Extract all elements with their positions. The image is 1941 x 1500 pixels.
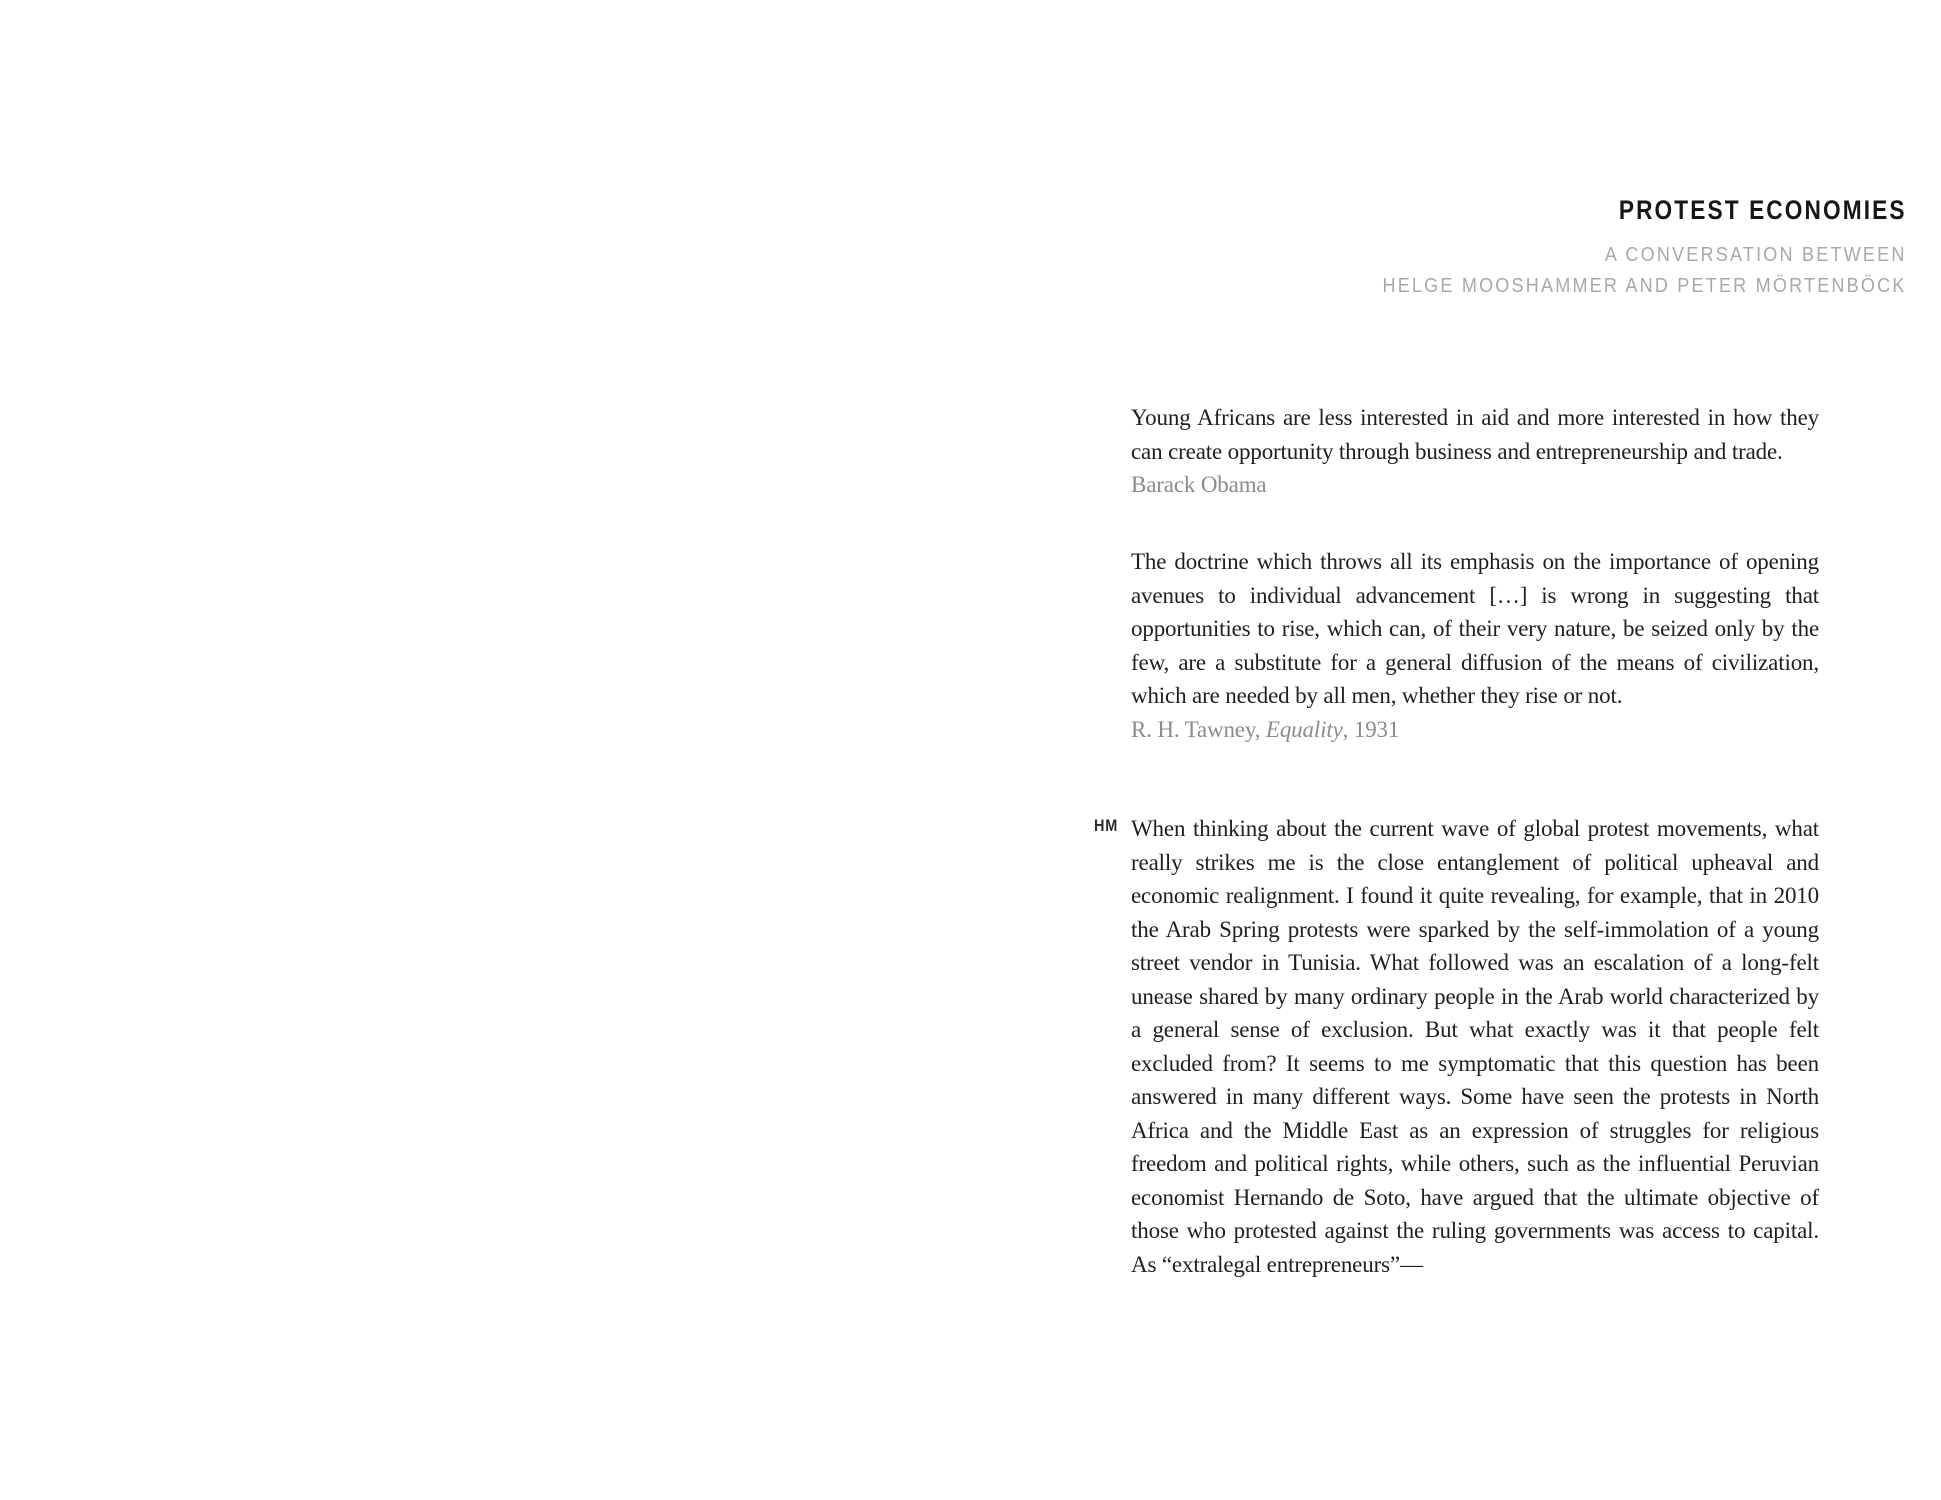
- epigraph-tawney: [1131, 545, 1819, 746]
- epigraph-text: Young Africans are less interested in aid and more interested in how they can create opportunity through business and entrepreneurship and trade.: [1131, 405, 1819, 464]
- chapter-subtitle-line1: A CONVERSATION BETWEEN: [1605, 243, 1907, 266]
- epigraph-attribution: Barack Obama: [1131, 472, 1267, 497]
- attribution-year: , 1931: [1342, 716, 1400, 742]
- dialogue-section: [1094, 812, 1819, 1281]
- dialogue-paragraph: [1094, 812, 1819, 1281]
- chapter-subtitle-line2: HELGE MOOSHAMMER AND PETER MÖRTENBÖCK: [1382, 274, 1907, 297]
- epigraph-text: The doctrine which throws all its emphasis on the importance of opening avenues to individual advancement […] is wrong in suggesting that opportunities to rise, which can, of their very nature, be seized only by the few, are a substitute for a general diffusion of the means of civilization, which are needed by all men, whether they rise or not.: [1131, 549, 1819, 708]
- attribution-author: R. H. Tawney,: [1131, 716, 1266, 742]
- text-column: [1094, 0, 1819, 1500]
- attribution-work-title: Equality: [1265, 716, 1343, 742]
- chapter-title: PROTEST ECONOMIES: [1619, 195, 1907, 225]
- speaker-label-hm: HM: [1094, 816, 1119, 835]
- epigraph-obama: [1131, 401, 1819, 502]
- dialogue-text: When thinking about the current wave of global protest movements, what really strikes me is the close entanglement of political upheaval and economic realignment. I found it quite revealing, for example, that in 2010 the Arab Spring protests were sparked by the self-immolation of a young street vendor in Tunisia. What followed was an escalation of a long-felt unease shared by many ordinary people in the Arab world characterized by a general sense of exclusion. But what exactly was it that people felt excluded from? It seems to me symptomatic that this question has been answered in many different ways. Some have seen the protests in North Africa and the Middle East as an expression of struggles for religious freedom and political rights, while others, such as the influential Peruvian economist Hernando de Soto, have argued that the ultimate objective of those who protested against the ruling governments was access to capital. As “extralegal entrepreneurs”—: [1131, 816, 1819, 1277]
- epigraph-attribution: [1131, 713, 1819, 747]
